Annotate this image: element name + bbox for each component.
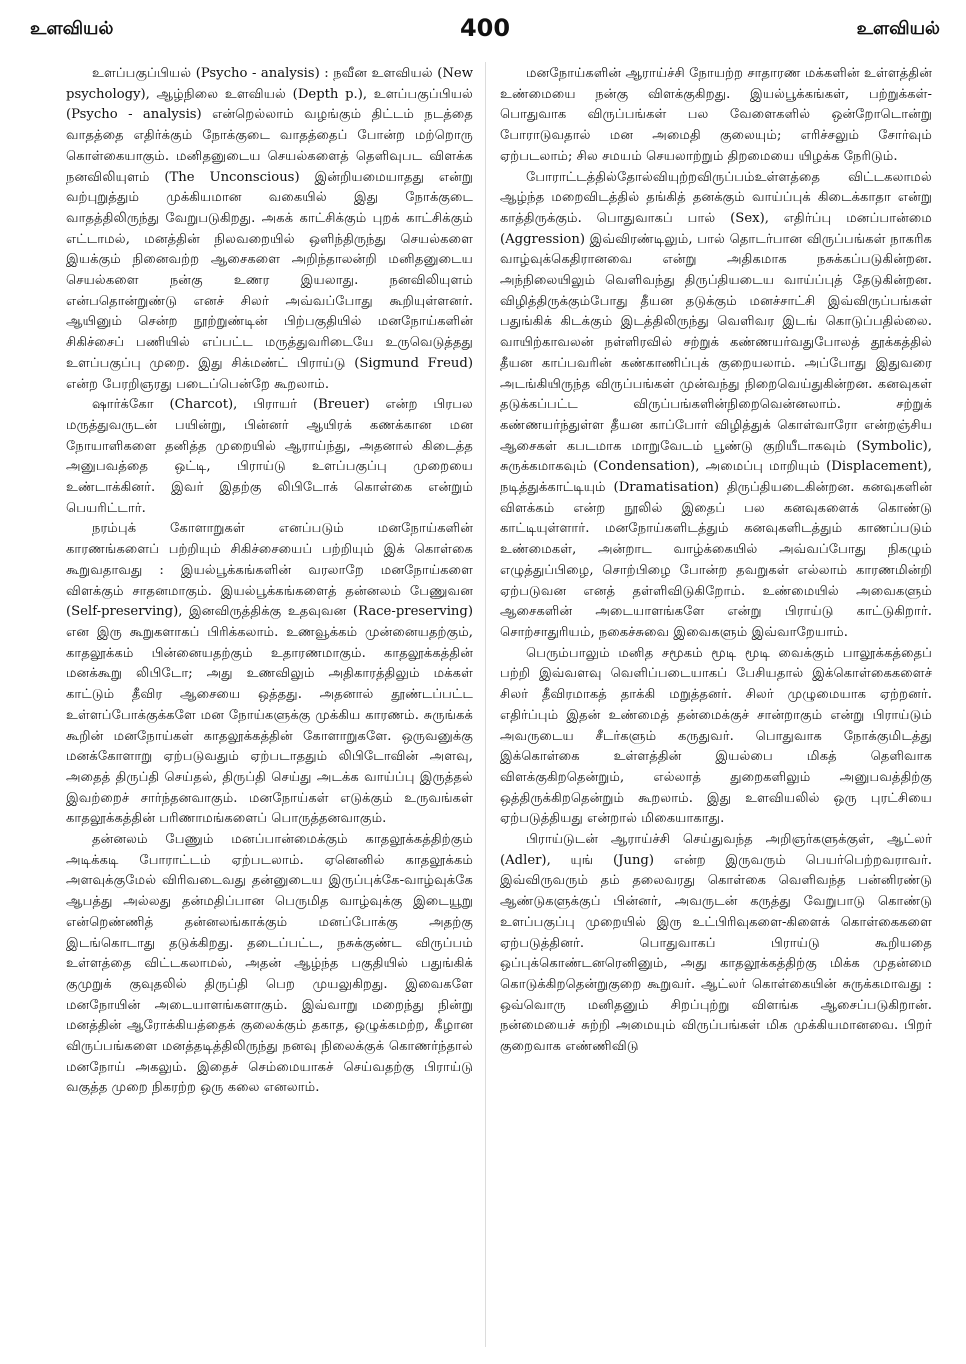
column-divider bbox=[485, 62, 486, 1347]
page-header bbox=[30, 14, 940, 48]
paragraph: தன்னலம் பேணும் மனப்பான்மைக்கும் காதலூக்கத்திற்கும் அடிக்கடி போராட்டம் ஏற்படலாம். ஏனெனில் காதலூக்கம் அளவுக்குமேல் விரிவடைவது தன்னுடைய இருப்புக்கே-வாழ்வுக்கே ஆபத்து அல்லது தன்மதிப்பான பெருமித வாழ்வுக்கு இடையூறு என்றெண்ணித் தன்னலங்காக்கும் மனப்போக்கு அதற்கு இடங்கொடாது தடுக்கிறது. தடைப்பட்ட, நசுக்குண்ட விருப்பம் உள்ளத்தை விட்டகலாமல், அதன் ஆழ்ந்த பகுதியில் பதுங்கிக் குமுறுக் குவுதலில் திருப்தி பெற முயலுகிறது. இவைகளே மனநோயின் அடையாளங்களாகும். இவ்வாறு மறைந்து நின்று மனத்தின் ஆரோக்கியத்தைக் குலைக்கும் தகாத, ஒழுக்கமற்ற, கீழான விருப்பங்களை மனத்தடித்திலிருந்து நனவு நிலைக்குக் கொணர்ந்தால் மனநோய் அகலும். இதைச் செம்மையாகச் செய்வதற்கு பிராய்டு வகுத்த முறை நிகரற்ற ஒரு கலை எனலாம். bbox=[66, 832, 473, 1096]
paragraph: மனநோய்களின் ஆராய்ச்சி நோயற்ற சாதாரண மக்களின் உள்ளத்தின் உண்மையை நன்கு விளக்குகிறது. இயல்பூக்கங்கள், பற்றுக்கள்-பொதுவாக விருப்பங்கள் பல வேளைகளில் ஒன்றோடொன்று போராடுவதால் மன அமைதி குலையும்; எரிச்சலும் சோர்வும் ஏற்படலாம்; சில சமயம் செயலாற்றும் திறமையை யிழக்க நேரிடும். bbox=[500, 66, 932, 164]
running-head-left: உளவியல் bbox=[30, 18, 114, 39]
left-column bbox=[66, 64, 473, 1349]
paragraph: ஷார்க்கோ (Charcot), பிராயர் (Breuer) என்ற பிரபல மருத்துவருடன் பயின்று, பின்னர் ஆயிரக் கணக்கான மன நோயாளிகளை தனித்த முறையில் ஆராய்ந்து, அதனால் கிடைத்த அனுபவத்தை ஒட்டி, பிராய்டு உளப்பகுப்பு முறையை உண்டாக்கினர். இவர் இதற்கு லிபிடோக் கொள்கை என்றும் பெயரிட்டார். bbox=[66, 397, 473, 516]
right-column bbox=[500, 64, 932, 1349]
paragraph: உளப்பகுப்பியல் (Psycho - analysis) : நவீன உளவியல் (New psychology), ஆழ்நிலை உளவியல் (Depth p.), உளப்பகுப்பியல் (Psycho - analysis) என்றெல்லாம் வழங்கும் திட்டம் நடத்தை வாதத்தை எதிர்க்கும் நோக்குடை வாதத்தைப் போன்ற மற்றொரு கொள்கையாகும். மனிதனுடைய செயல்களைத் தெளிவுபட விளக்க நனவிலியுளம் (The Unconscious) இன்றியமையாதது என்று வற்புறுத்தும் முக்கியமான வகையில் இது நோக்குடை வாதத்திலிருந்து வேறுபடுகிறது. அகக் காட்சிக்கும் புறக் காட்சிக்கும் எட்டாமல், மனத்தின் நிலவறையில் ஒளிந்திருந்து செயல்களை இயக்கும் நினைவற்ற ஆசைகளை அறிந்தாலன்றி மனிதனுடைய செயல்களை நன்கு உணர இயலாது. நனவிலியுளம் என்பதொன்றுண்டு எனச் சிலர் அவ்வப்போது கூறியுள்ளனர். ஆயினும் சென்ற நூற்றுண்டின் பிற்பகுதியில் மனநோய்களின் சிகிச்சைப் பணியில் எப்பட்ட மருத்துவரிடையே உருவெடுத்தது உளப்பகுப்பு முறை. இது சிக்மண்ட் பிராய்டு (Sigmund Freud) என்ற பேரறிஞரது படைப்பென்றே கூறலாம். bbox=[66, 66, 473, 392]
paragraph: பெரும்பாலும் மனித சமூகம் மூடி மூடி வைக்கும் பாலூக்கத்தைப் பற்றி இவ்வளவு வெளிப்படையாகப் பேசியதால் இக்கொள்கைகளைச் சிலர் தீவிரமாகத் தாக்கி மறுத்தனர். சிலர் முழுமையாக ஏற்றனர். எதிர்ப்பும் இதன் உண்மைத் தன்மைக்குச் சான்றாகும் என்று பிராய்டும் அவருடைய சீடர்களும் கருதுவர். பொதுவாக நோக்குமிடத்து இக்கொள்கை உள்ளத்தின் இயல்பை மிகத் தெளிவாக விளக்குகிறதென்றும், எல்லாத் துறைகளிலும் அனுபவத்திற்கு ஒத்திருக்கிறதென்றும் கூறலாம். இது உளவியலில் ஒரு புரட்சியை ஏற்படுத்தியது என்றால் மிகையாகாது. bbox=[500, 645, 932, 827]
paragraph: போராட்டத்தில்தோல்வியுற்றவிருப்பம்உள்ளத்தை விட்டகலாமல் ஆழ்ந்த மறைவிடத்தில் தங்கித் தனக்கும் வாய்ப்புக் கிடைக்காதா என்று காத்திருக்கும். பொதுவாகப் பால் (Sex), எதிர்ப்பு மனப்பான்மை (Aggression) இவ்விரண்டிலும், பால் தொடர்பான விருப்பங்கள் நாகரிக வாழ்வுக்கெதிரானவை என்று அதிகமாக நசுக்கப்படுகின்றன. அந்நிலையிலும் வெளிவந்து திருப்தியடைய வாய்ப்புத் தேடுகின்றன. விழித்திருக்கும்போது தீயன தடுக்கும் மனச்சாட்சி இவ்விருப்பங்கள் பதுங்கிக் கிடக்கும் இடத்திலிருந்து வெளிவர இடங் கொடுப்பதில்லை. வாயிற்காவலன் நள்ளிரவில் சற்றுக் கண்ணயர்வதுபோலத் தூக்கத்தில் தீயன காப்பவரின் கண்காணிப்புக் குறையலாம். அப்போது இதுவரை அடங்கியிருந்த விருப்பங்கள் முன்வந்து நிறைவெய்துகின்றன. கனவுகள் தடுக்கப்பட்ட விருப்பங்களின்நிறைவென்னலாம். சற்றுக் கண்ணயர்ந்துள்ள தீயன காப்போர் விழித்துக் கொள்வாரோ என்றஞ்சிய ஆசைகள் கபடமாக மாறுவேடம் பூண்டு குறியீடாகவும் (Symbolic), சுருக்கமாகவும் (Condensation), அமைப்பு மாறியும் (Displacement), நடித்துக்காட்டியும் (Dramatisation) திருப்தியடைகின்றன. கனவுகளின் விளக்கம் என்ற நூலில் இதைப் பல கனவுகளைக் கொண்டு காட்டியுள்ளார். மனநோய்களிடத்தும் கனவுகளிடத்தும் காணப்படும் உண்மைகள், அன்றாட வாழ்க்கையில் அவ்வப்போது நிகழும் எழுத்துப்பிழை, சொற்பிழை போன்ற தவறுகள் எல்லாம் காரணமின்றி ஏற்படுவன எனத் தள்ளிவிடுகிறோம். உண்மையில் அவைகளும் ஆசைகளின் அடையாளங்களே என்று பிராய்டு காட்டுகிறார். சொற்சாதுரியம், நகைச்சுவை இவைகளும் இவ்வாறேயாம். bbox=[500, 169, 932, 640]
page-number: 400 bbox=[459, 14, 511, 42]
running-head-right: உளவியல் bbox=[856, 18, 940, 39]
paragraph: பிராய்டுடன் ஆராய்ச்சி செய்துவந்த அறிஞர்களுக்குள், ஆட்லர் (Adler), யுங் (Jung) என்ற இருவரும் பெயர்பெற்றவராவர். இவ்விருவரும் தம் தலைவரது கொள்கை வெளிவந்த பன்னிரண்டு ஆண்டுகளுக்குப் பின்னர், அவருடன் கருத்து வேறுபாடு கொண்டு உளப்பகுப்பு முறையில் இரு உட்பிரிவுகளை-கிளைக் கொள்கைகளை ஏற்படுத்தினர். பொதுவாகப் பிராய்டு கூறியதை ஒப்புக்கொண்டனரெனினும், அது காதலூக்கத்திற்கு மிக்க முதன்மை கொடுக்கிறதென்றுகுறை கூறுவர். ஆட்லர் கொள்கையின் சுருக்கமாவது : ஒவ்வொரு மனிதனும் சிறப்புற்று விளங்க ஆசைப்படுகிறான். நன்மையைச் சுற்றி அமையும் விருப்பங்கள் மிக முக்கியமானவை. பிறர் குறைவாக எண்ணிவிடு bbox=[500, 832, 932, 1055]
paragraph: நரம்புக் கோளாறுகள் எனப்படும் மனநோய்களின் காரணங்களைப் பற்றியும் சிகிச்சையைப் பற்றியும் இக் கொள்கை கூறுவதாவது : இயல்பூக்கங்களின் வரலாறே மனநோய்களை விளக்கும் சாதனமாகும். இயல்பூக்கங்களைத் தன்னலம் பேணுவன (Self-preserving), இனவிருத்திக்கு உதவுவன (Race-preserving) என இரு கூறுகளாகப் பிரிக்கலாம். உணவூக்கம் முன்னையதற்கும், காதலூக்கம் பின்னையதற்கும் உதாரணமாகும். காதலூக்கத்தின் மனக்கூறு லிபிடோ; அது உணவிலும் அதிகாரத்திலும் மக்கள் காட்டும் தீவிர ஆசையை ஒத்தது. அதனால் தூண்டப்பட்ட உள்ளப்போக்குக்களே மன நோய்களுக்கு முக்கிய காரணம். சுருங்கக் கூறின் மனநோய்கள் காதலூக்கத்தின் கோளாறுகளே. ஒருவனுக்கு மனக்கோளாறு ஏற்படுவதும் ஏற்படாததும் லிபிடோவின் அளவு, அதைத் திருப்தி செய்தல், திருப்தி செய்து அடக்க வாய்ப்பு இருத்தல் இவற்றைச் சார்ந்தனவாகும். மனநோய்கள் எடுக்கும் உருவங்கள் காதலூக்கத்தின் பரிணாமங்களைப் பொருத்தனவாகும். bbox=[66, 521, 473, 827]
